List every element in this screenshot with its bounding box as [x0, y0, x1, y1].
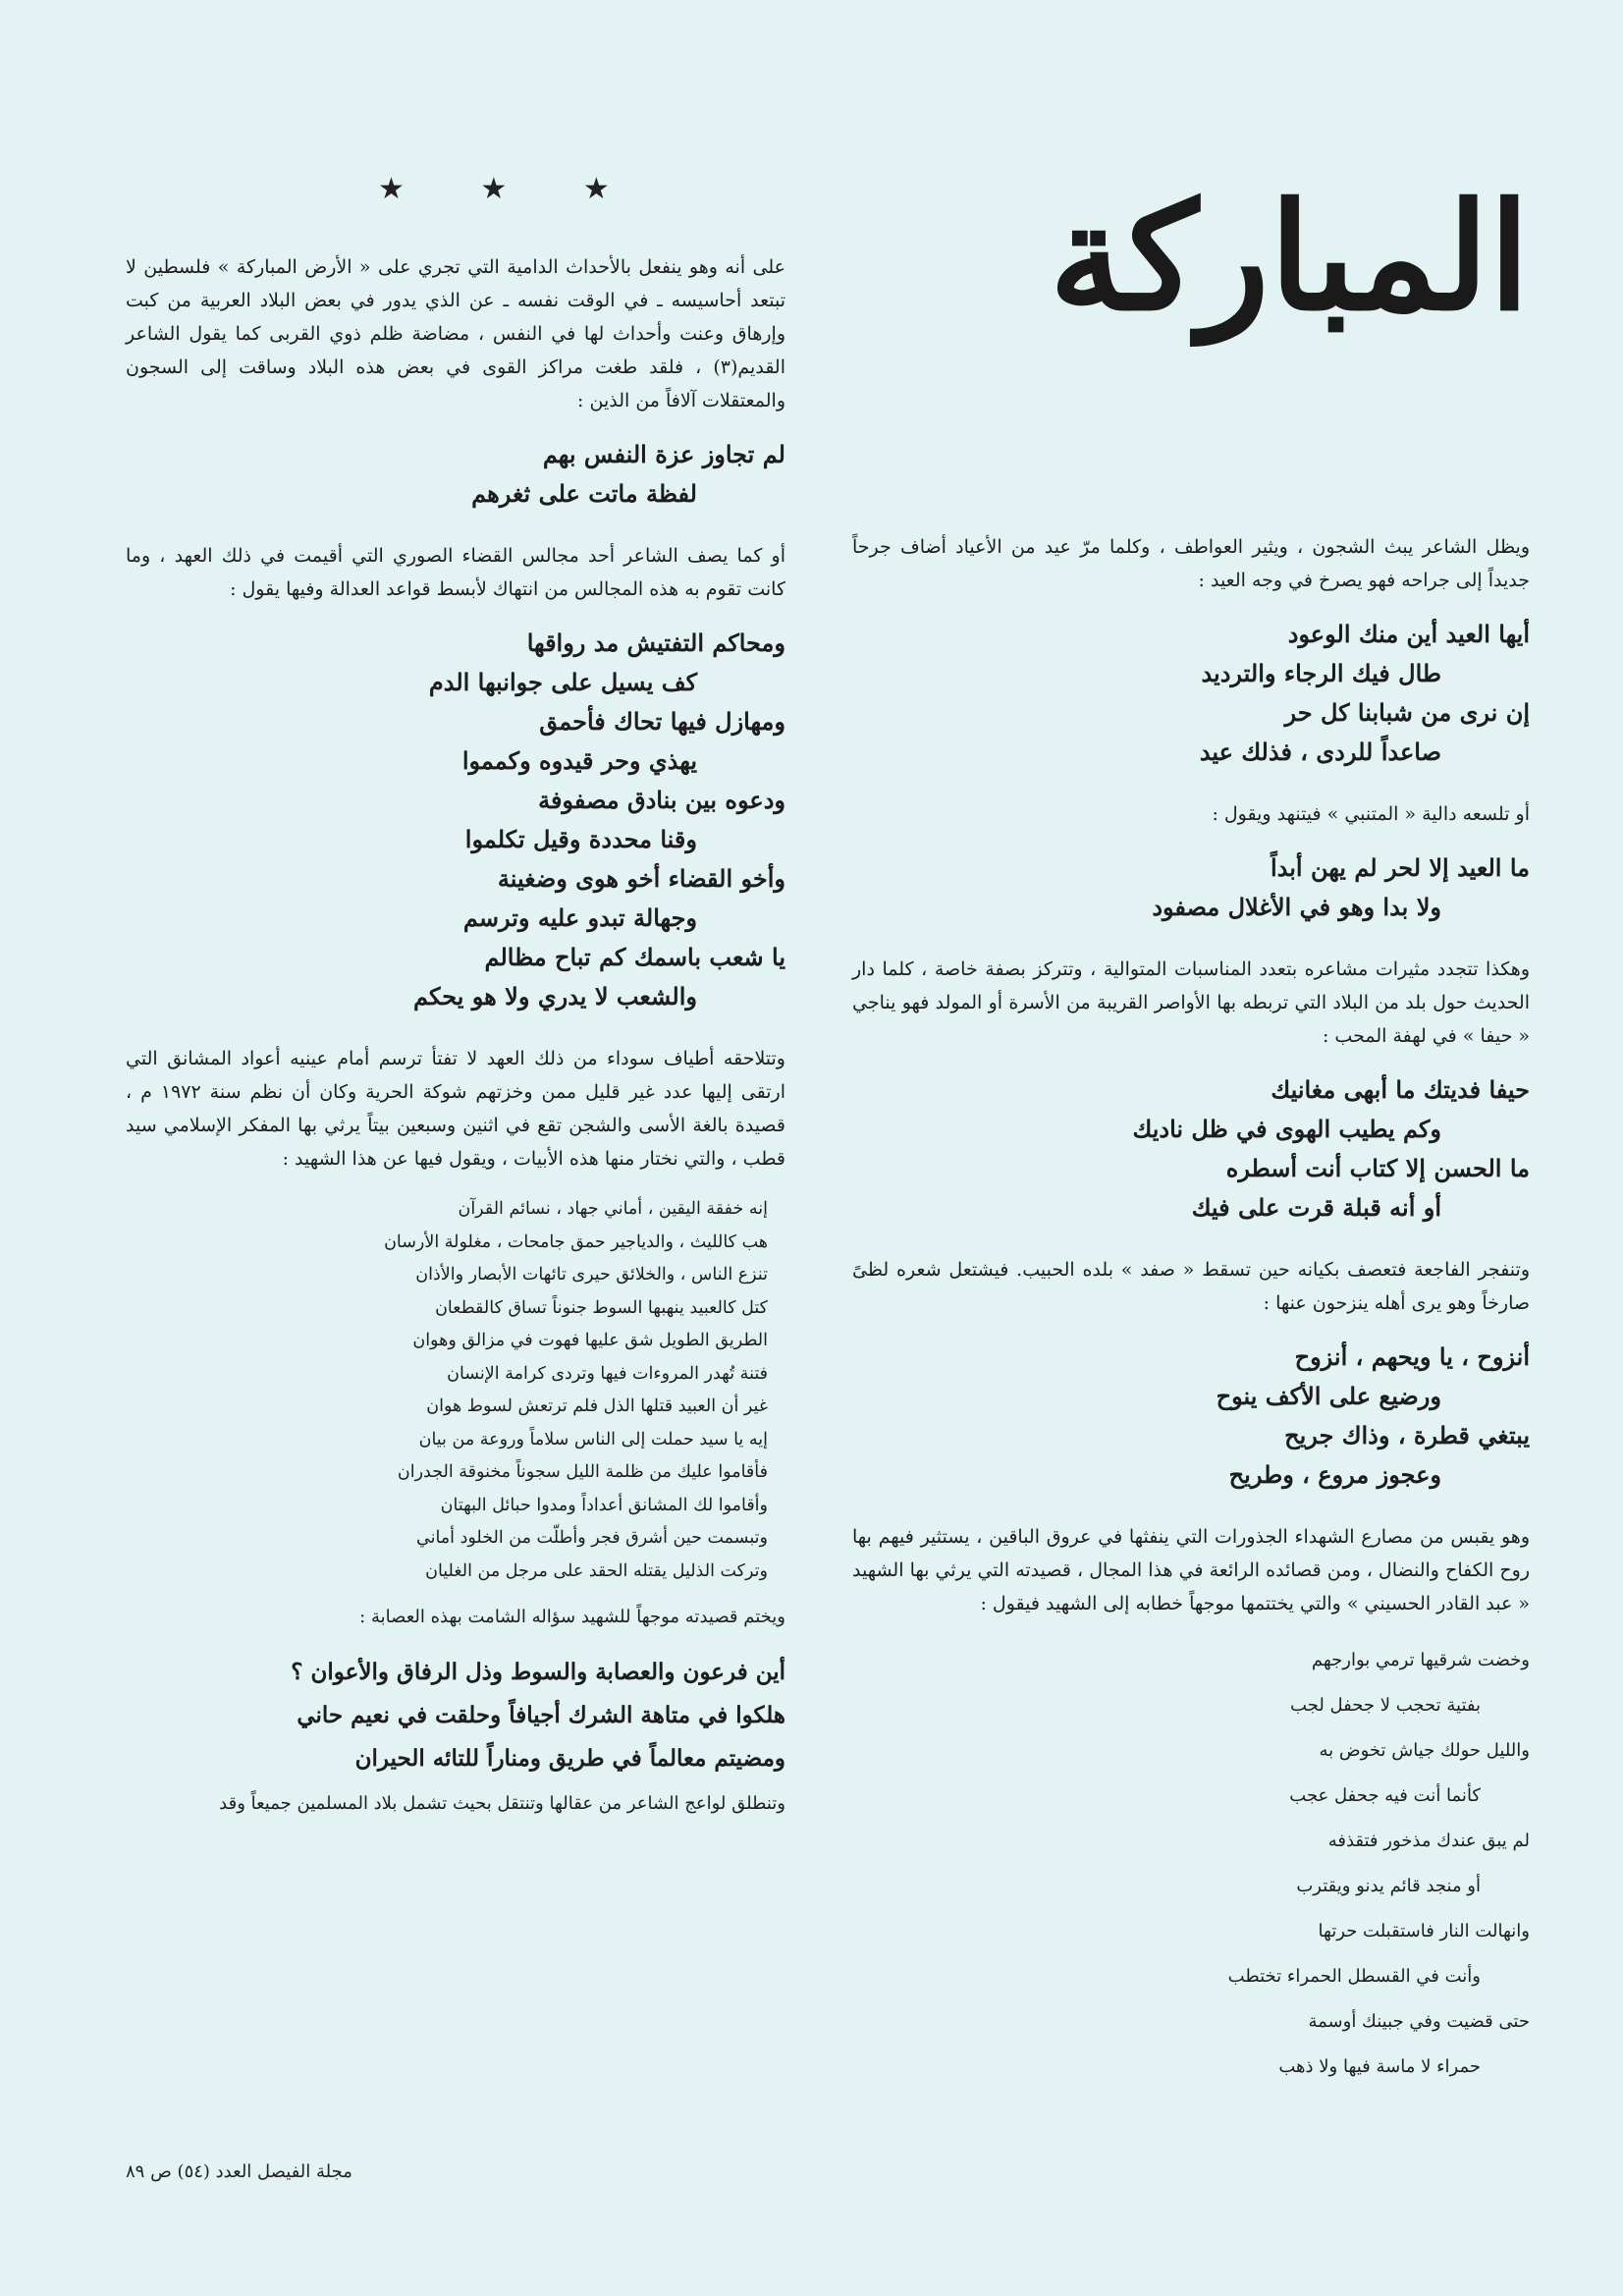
paragraph: أو تلسعه دالية « المتنبي » فيتنهد ويقول : — [1212, 803, 1530, 825]
verse-first-hemistich: حتى قضيت وفي جبينك أوسمة — [1308, 2011, 1530, 2032]
article-title: المباركة — [1049, 171, 1530, 344]
quote-line: كتل كالعبيد ينهبها السوط جنوناً تساق كالقطعان — [435, 1297, 768, 1318]
right-column — [852, 530, 1530, 2115]
quote-line: غير أن العبيد قتلها الذل فلم ترتعش لسوط هوان — [426, 1396, 768, 1416]
quote-line: هب كالليث ، والدياجير حمق جامحات ، مغلولة الأرسان — [384, 1231, 768, 1252]
verse-second-hemistich: ورضيع على الأكف ينوح — [1216, 1382, 1441, 1410]
verse-first-hemistich: إن نرى من شبابنا كل حر — [1284, 698, 1530, 727]
verse-second-hemistich: حمراء لا ماسة فيها ولا ذهب — [1278, 2056, 1481, 2077]
quote-line: تنزع الناس ، والخلائق حيرى تائهات الأبصار والأذان — [415, 1265, 768, 1285]
quote-line: فتنة تُهدر المروءات فيها وتردى كرامة الإنسان — [447, 1363, 768, 1384]
verse-first-hemistich: يبتغي قطرة ، وذاك جريح — [1284, 1421, 1530, 1449]
paragraph: وهو يقبس من مصارع الشهداء الجذورات التي ينفثها في عروق الباقين ، يستثير فيهم بها روح الكفاح والنضال ، ومن قصائده الرائعة في هذا المجال ، قصيدته التي يرثي بها الشهيد « عبد القادر الحسيني » والتي يختتمها موجهاً خطابه إلى الشهيد فيقول : — [852, 1526, 1530, 1614]
poem-verses — [852, 1338, 1530, 1495]
verse-second-hemistich: وعجوز مروع ، وطريح — [1228, 1460, 1441, 1489]
verse-second-hemistich: أو منجد قائم يدنو ويقترب — [1296, 1876, 1481, 1896]
bold-verses — [126, 1651, 785, 1780]
verse-first-hemistich: ما الحسن إلا كتاب أنت أسطره — [1225, 1154, 1530, 1182]
quote-line: الطريق الطويل شق عليها فهوت في مزالق وهوان — [412, 1331, 768, 1350]
verse-first-hemistich: يا شعب باسمك كم تباح مظالم — [484, 943, 785, 971]
left-column — [126, 250, 785, 1837]
quote-line: إيه يا سيد حملت إلى الناس سلاماً وروعة من بيان — [418, 1429, 768, 1449]
quote-line: وتبسمت حين أشرق فجر وأطلّت من الخلود أماني — [415, 1528, 768, 1548]
poem-verses — [126, 435, 785, 514]
quote-line: فأقاموا عليك من ظلمة الليل سجوناً مخنوقة الجدران — [397, 1462, 768, 1482]
verse-first-hemistich: حيفا فديتك ما أبهى مغانيك — [1271, 1075, 1530, 1104]
poem-verses — [852, 615, 1530, 772]
quoted-verses — [126, 1193, 785, 1588]
verse-second-hemistich: وكم يطيب الهوى في ظل ناديك — [1132, 1115, 1441, 1143]
verse-first-hemistich: وأخو القضاء أخو هوى وضغينة — [497, 864, 785, 893]
quote-line: وتركت الذليل يقتله الحقد على مرجل من الغليان — [425, 1560, 768, 1581]
bold-verse-line: أين فرعون والعصابة والسوط وذل الرفاق والأعوان ؟ — [291, 1659, 785, 1685]
verse-second-hemistich: وقنا محددة وقيل تكلموا — [464, 825, 697, 853]
paragraph: على أنه وهو ينفعل بالأحداث الدامية التي تجري على « الأرض المباركة » فلسطين لا تبتعد أحاسيسه ـ في الوقت نفسه ـ عن الذي يدور في بعض البلاد العربية من كبت وإرهاق وعنت وأحداث لها في النفس ، مضاضة ظلم ذوي القربى كما يقول الشاعر القديم(٣) ، فلقد طغت مراكز القوى في بعض هذه البلاد وساقت إلى السجون والمعتقلات آلافاً من الذين : — [126, 256, 786, 411]
paragraph: وهكذا تتجدد مثيرات مشاعره بتعدد المناسبات المتوالية ، وتتركز بصفة خاصة ، كلما دار الحديث حول بلد من البلاد التي تربطه بها الأواصر القريبة من الأسرة أو المولد فهو يناجي « حيفا » في لهفة المحب : — [852, 958, 1530, 1047]
verse-first-hemistich: ما العيد إلا لحر لم يهن أبداً — [1270, 853, 1530, 882]
section-stars-separator: ★ ★ ★ — [378, 172, 643, 206]
page-footer: مجلة الفيصل العدد (٥٤) ص ٨٩ — [126, 2161, 352, 2182]
verse-second-hemistich: وأنت في القسطل الحمراء تختطب — [1227, 1966, 1481, 1987]
verse-second-hemistich: ولا بدا وهو في الأغلال مصفود — [1152, 893, 1441, 921]
verse-second-hemistich: والشعب لا يدري ولا هو يحكم — [413, 982, 697, 1011]
verse-second-hemistich: طال فيك الرجاء والترديد — [1201, 659, 1441, 687]
verse-first-hemistich: ومهازل فيها تحاك فأحمق — [539, 707, 785, 736]
quote-line: وأقاموا لك المشانق أعداداً ومدوا حبائل البهتان — [440, 1495, 768, 1515]
verse-second-hemistich: وجهالة تبدو عليه وترسم — [462, 903, 697, 932]
poem-verses — [852, 848, 1530, 927]
verse-first-hemistich: والليل حولك جياش تخوض به — [1319, 1740, 1530, 1761]
verse-second-hemistich: لفظة ماتت على ثغرهم — [471, 479, 697, 508]
bold-verse-line: ومضيتم معالماً في طريق ومناراً للتائه الحيران — [354, 1745, 785, 1772]
verse-second-hemistich: بفتية تحجب لا جحفل لجب — [1290, 1695, 1481, 1716]
paragraph: وتنفجر الفاجعة فتعصف بكيانه حين تسقط « صفد » بلده الحبيب. فيشتعل شعره لظىً صارخاً وهو يرى أهله ينزحون عنها : — [852, 1259, 1530, 1314]
paragraph: وتتلاحقه أطياف سوداء من ذلك العهد لا تفتأ ترسم أمام عينيه أعواد المشانق التي ارتقى إليها عدد غير قليل ممن وخزتهم شوكة الحرية وكان أن نظم سنة ١٩٧٢ م ، قصيدة بالغة الأسى والشجن تقع في اثنين وسبعين بيتاً يرثي بها المفكر الإسلامي سيد قطب ، والتي نختار منها هذه الأبيات ، ويقول فيها عن هذا الشهيد : — [126, 1048, 785, 1170]
verse-first-hemistich: ومحاكم التفتيش مد رواقها — [526, 629, 785, 657]
paragraph: أو كما يصف الشاعر أحد مجالس القضاء الصوري التي أقيمت في ذلك العهد ، وما كانت تقوم به هذه المجالس من انتهاك لأبسط قواعد العدالة وفيها يقول : — [126, 545, 785, 600]
verse-second-hemistich: أو أنه قبلة قرت على فيك — [1191, 1193, 1441, 1222]
verse-first-hemistich: وانهالت النار فاستقبلت حرتها — [1318, 1921, 1530, 1941]
verse-first-hemistich: أيها العيد أين منك الوعود — [1287, 620, 1530, 648]
paragraph: وتنطلق لواعج الشاعر من عقالها وتنتقل بحيث تشمل بلاد المسلمين جميعاً وقد — [219, 1793, 785, 1814]
verse-second-hemistich: كف يسيل على جوانبها الدم — [428, 668, 697, 696]
bold-verse-line: هلكوا في متاهة الشرك أجيافاً وحلقت في نعيم حاني — [297, 1702, 785, 1728]
verse-second-hemistich: يهذي وحر قيدوه وكمموا — [461, 746, 697, 775]
paragraph: ويختم قصيدته موجهاً للشهيد سؤاله الشامت بهذه العصابة : — [359, 1607, 785, 1627]
verse-first-hemistich: ودعوه بين بنادق مصفوفة — [538, 786, 785, 814]
poem-verses — [126, 624, 785, 1016]
verse-first-hemistich: لم تجاوز عزة النفس بهم — [542, 440, 785, 468]
poem-verses — [852, 1638, 1530, 2090]
verse-second-hemistich: كأنما أنت فيه جحفل عجب — [1289, 1785, 1481, 1806]
article-title-block — [844, 152, 1542, 398]
verse-second-hemistich: صاعداً للردى ، فذلك عيد — [1199, 738, 1441, 766]
quote-line: إنه خفقة اليقين ، أماني جهاد ، نسائم القرآن — [458, 1199, 768, 1219]
paragraph: ويظل الشاعر يبث الشجون ، ويثير العواطف ، وكلما مرّ عيد من الأعياد أضاف جرحاً جديداً إلى جراحه فهو يصرخ في وجه العيد : — [852, 536, 1530, 591]
verse-first-hemistich: لم يبق عندك مذخور فتقذفه — [1327, 1831, 1530, 1851]
poem-verses — [852, 1070, 1530, 1228]
verse-first-hemistich: أنزوح ، يا ويحهم ، أنزوح — [1294, 1342, 1530, 1371]
verse-first-hemistich: وخضت شرقيها ترمي بوارجهم — [1311, 1650, 1530, 1670]
